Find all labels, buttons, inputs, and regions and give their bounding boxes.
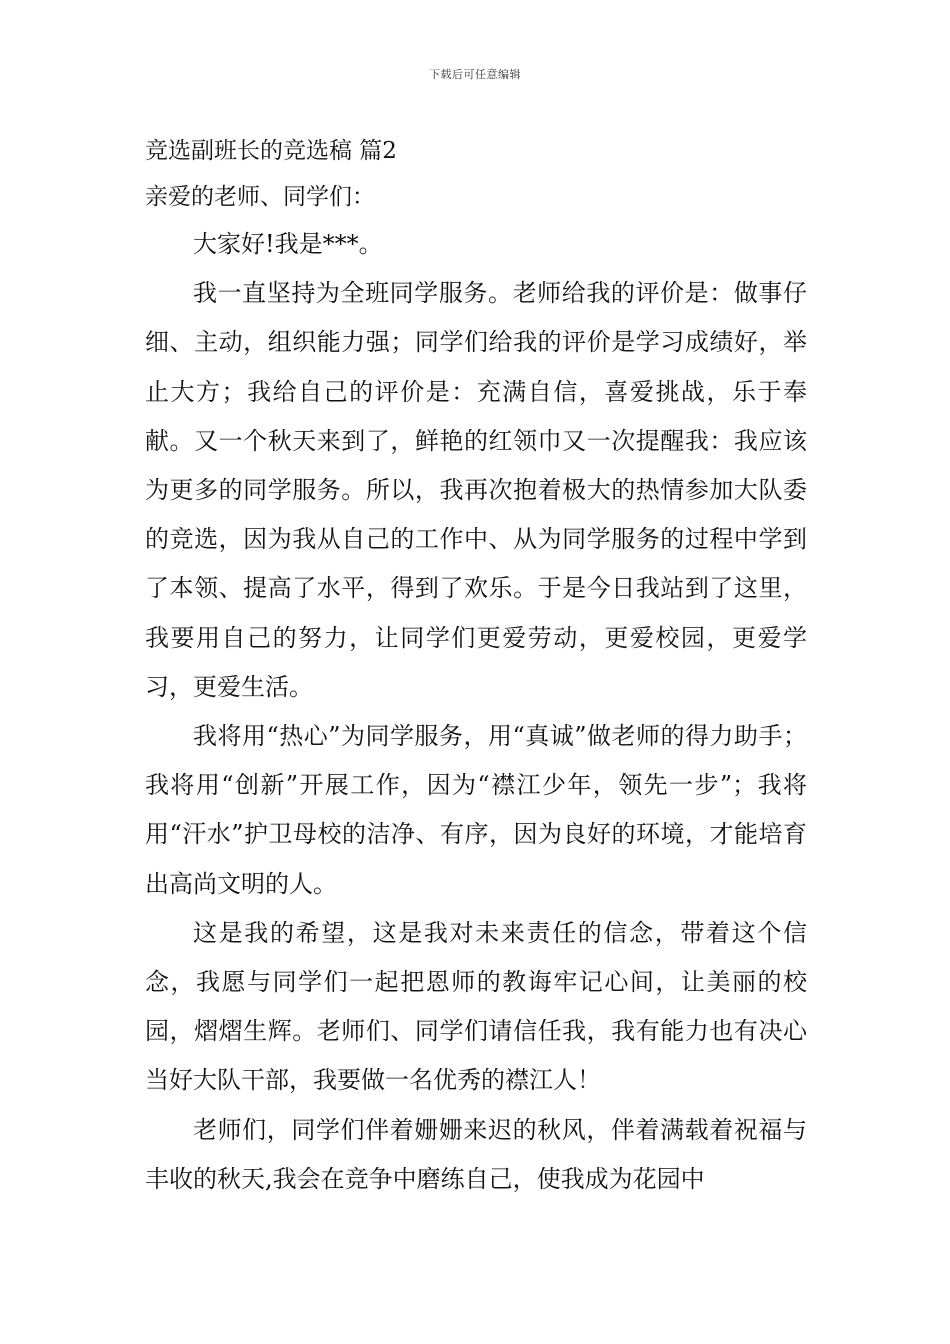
document-title: 竞选副班长的竞选稿 篇2 [145,138,397,164]
page-header-note: 下载后可任意编辑 [429,68,521,81]
paragraph-self-introduction: 我一直坚持为全班同学服务。老师给我的评价是：做事仔细、主动，组织能力强；同学们给我的评价是学习成绩好，举止大方；我给自己的评价是：充满自信，喜爱挑战，乐于奉献。又一个秋天来到了，鲜艳的红领巾又一次提醒我：我应该为更多的同学服务。所以，我再次抱着极大的热情参加大队委的竞选，因为我从自己的工作中、从为同学服务的过程中学到了本领、提高了水平，得到了欢乐。于是今日我站到了这里，我要用自己的努力，让同学们更爱劳动，更爱校园，更爱学习，更爱生活。 [145,279,807,701]
paragraph-commitments: 我将用“热心”为同学服务，用“真诚”做老师的得力助手；我将用“创新”开展工作，因为“襟江少年，领先一步”；我将用“汗水”护卫母校的洁净、有序，因为良好的环境，才能培育出高尚文明的人。 [145,722,807,898]
paragraph-greeting: 大家好!我是***。 [193,230,383,258]
document-body [145,128,807,1204]
salutation: 亲爱的老师、同学们： [145,184,375,210]
paragraph-hopes: 这是我的希望，这是我对未来责任的信念，带着这个信念，我愿与同学们一起把恩师的教诲牢记心间，让美丽的校园，熠熠生辉。老师们、同学们请信任我，我有能力也有决心当好大队干部，我要做一名优秀的襟江人！ [145,918,807,1095]
paragraph-closing: 老师们，同学们伴着姗姗来迟的秋风，伴着满载着祝福与丰收的秋天,我会在竞争中磨练自己，使我成为花园中 [145,1115,807,1193]
